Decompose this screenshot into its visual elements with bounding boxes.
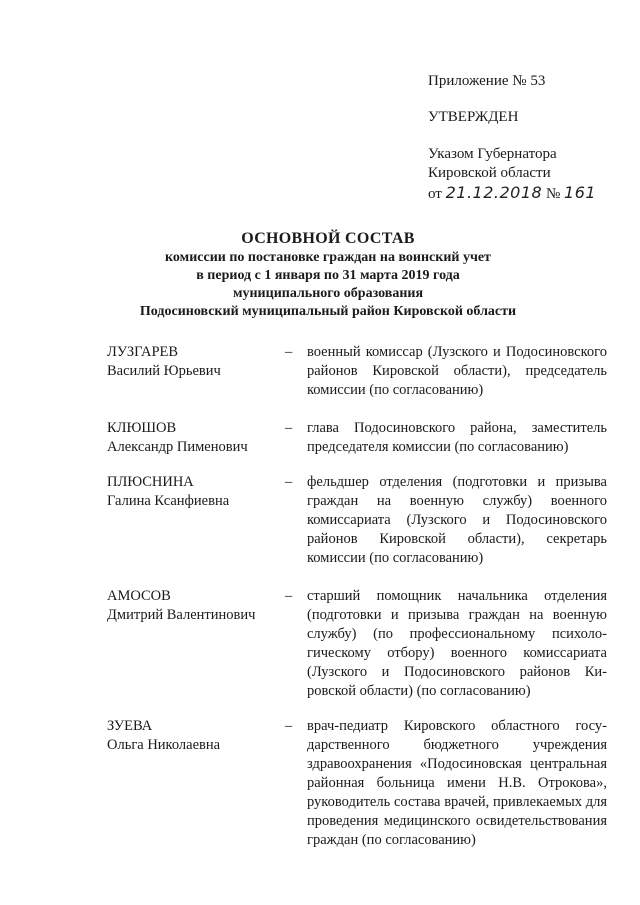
member-entry bbox=[107, 343, 607, 400]
member-name bbox=[107, 473, 285, 568]
member-name bbox=[107, 587, 285, 701]
decree-date-line bbox=[428, 183, 628, 204]
member-name bbox=[107, 717, 285, 850]
member-role: глава Подосиновского района, заместитель председателя комиссии (по согласованию) bbox=[307, 420, 607, 455]
member-role: врач-педиатр Кировского областного государственного бюджетного учреждения здравоохранения «Подосиновская центральная районная больница имени Н.В. Отрокова», руководитель состава врачей, привлекаемых для проведения медицинского освидетельствования граждан (по согласованию) bbox=[307, 718, 607, 848]
number-sign: № bbox=[545, 186, 561, 202]
approval-block bbox=[428, 72, 628, 204]
title-line-4: Подосиновский муниципальный район Кировской области bbox=[139, 304, 517, 319]
title-line-3: муниципального образования bbox=[232, 286, 424, 301]
date-prefix: от bbox=[428, 186, 442, 202]
member-entry bbox=[107, 717, 607, 850]
member-entry bbox=[107, 587, 607, 701]
member-given-name: Дмитрий Валентинович bbox=[107, 607, 256, 623]
member-surname: ЗУЕВА bbox=[107, 718, 153, 734]
appendix-number: Приложение № 53 bbox=[428, 73, 546, 89]
member-given-name: Галина Ксанфиевна bbox=[107, 493, 230, 509]
member-entry bbox=[107, 419, 607, 457]
member-entry bbox=[107, 473, 607, 568]
document-title bbox=[40, 229, 616, 321]
member-surname: ПЛЮСНИНА bbox=[107, 474, 194, 490]
member-surname: АМОСОВ bbox=[107, 588, 171, 604]
member-role: фельдшер отделения (подготовки и призыва граждан на военную службу) военного комиссариата (Лузского и Подосиновского районов Кировской области), секретарь комиссии (по согласованию) bbox=[307, 474, 607, 566]
member-dash: – bbox=[285, 718, 293, 734]
member-surname: КЛЮШОВ bbox=[107, 420, 177, 436]
approved-stamp-text: УТВЕРЖДЕН bbox=[428, 109, 519, 125]
member-dash: – bbox=[285, 344, 293, 360]
member-dash: – bbox=[285, 420, 293, 436]
member-list bbox=[107, 343, 607, 850]
member-surname: ЛУЗГАРЕВ bbox=[107, 344, 179, 360]
member-given-name: Александр Пименович bbox=[107, 439, 248, 455]
handwritten-date: 21.12.2018 bbox=[445, 183, 543, 202]
title-line-1: комиссии по постановке граждан на воинский учет bbox=[165, 250, 491, 265]
member-role: военный комиссар (Лузского и Подосиновского районов Кировской области), председатель комиссии (по согласованию) bbox=[307, 344, 607, 398]
title-main: ОСНОВНОЙ СОСТАВ bbox=[241, 230, 415, 247]
decree-line-1: Указом Губернатора bbox=[428, 146, 557, 162]
member-dash: – bbox=[285, 474, 293, 490]
member-name bbox=[107, 343, 285, 400]
member-given-name: Ольга Николаевна bbox=[107, 737, 221, 753]
member-name bbox=[107, 419, 285, 457]
title-line-2: в период с 1 января по 31 марта 2019 года bbox=[196, 268, 460, 283]
decree-line-2: Кировской области bbox=[428, 165, 551, 181]
handwritten-number: 161 bbox=[564, 183, 597, 202]
member-dash: – bbox=[285, 588, 293, 604]
member-role: старший помощник начальника отделения (подготовки и призыва граждан на военную службу) (по профессиональному психологическому отбору) военного комиссариата (Лузского и Подосиновского районов Кировской области) (по согласованию) bbox=[307, 588, 607, 699]
member-given-name: Василий Юрьевич bbox=[107, 363, 221, 379]
